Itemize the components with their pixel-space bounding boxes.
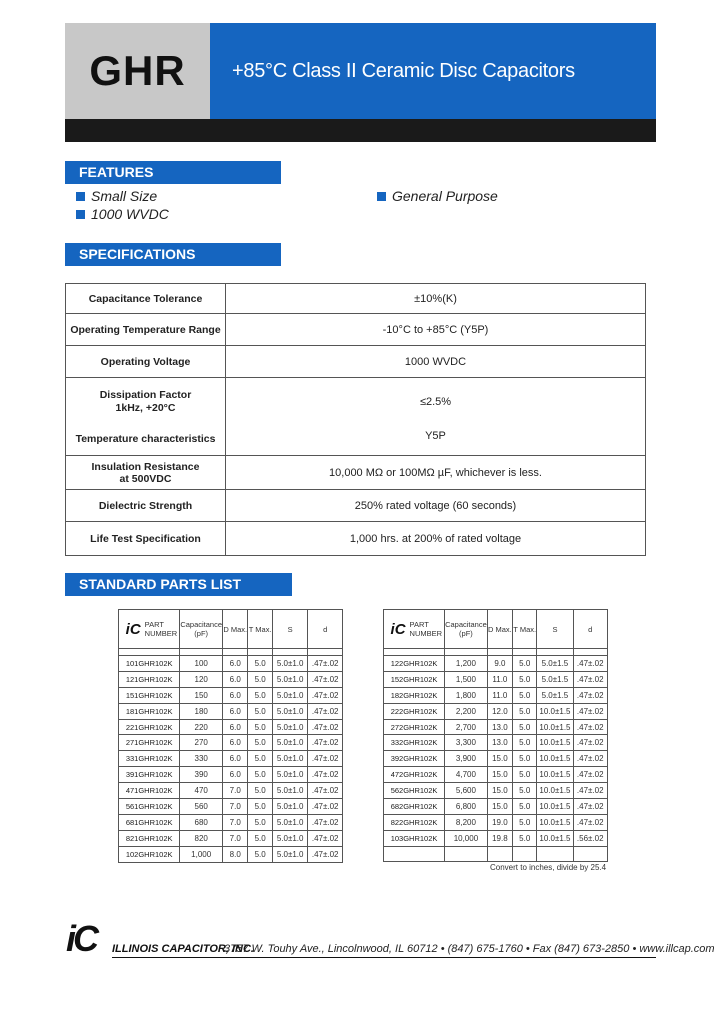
spec-label-group bbox=[66, 378, 226, 456]
table-cell: .47±.02 bbox=[573, 783, 608, 799]
table-cell: 5.0±1.0 bbox=[272, 735, 307, 751]
header-separator bbox=[119, 649, 343, 656]
table-cell: 7.0 bbox=[223, 814, 248, 830]
table-cell: 3,900 bbox=[445, 751, 488, 767]
col-part-number: iC PART NUMBER bbox=[384, 610, 445, 649]
table-cell: 820 bbox=[180, 830, 223, 846]
table-cell: 822GHR102K bbox=[384, 814, 445, 830]
footer-rule bbox=[112, 957, 656, 958]
table-cell: 221GHR102K bbox=[119, 719, 180, 735]
table-row bbox=[119, 735, 343, 751]
parts-table-left bbox=[118, 609, 343, 863]
table-cell: 222GHR102K bbox=[384, 703, 445, 719]
table-cell: 390 bbox=[180, 767, 223, 783]
table-cell: .47±.02 bbox=[308, 751, 343, 767]
table-cell: 10.0±1.5 bbox=[537, 814, 573, 830]
table-cell: 5.0 bbox=[513, 814, 537, 830]
table-cell: 220 bbox=[180, 719, 223, 735]
table-cell: 5.0 bbox=[513, 830, 537, 846]
specifications-heading: SPECIFICATIONS bbox=[65, 243, 281, 266]
table-row bbox=[384, 703, 608, 719]
table-cell: 270 bbox=[180, 735, 223, 751]
table-cell: 5.0 bbox=[248, 814, 273, 830]
table-cell: 1,000 bbox=[180, 846, 223, 862]
spec-row bbox=[66, 346, 646, 378]
spec-value: -10°C to +85°C (Y5P) bbox=[226, 314, 646, 346]
header-separator bbox=[384, 649, 608, 656]
spec-label: Insulation Resistance at 500VDC bbox=[66, 456, 226, 490]
spec-value: ±10%(K) bbox=[226, 284, 646, 314]
table-cell: 10.0±1.5 bbox=[537, 799, 573, 815]
table-row bbox=[384, 799, 608, 815]
page-title: +85°C Class II Ceramic Disc Capacitors bbox=[232, 60, 575, 82]
col-capacitance: Capacitance (pF) bbox=[180, 610, 223, 649]
company-logo-icon: iC bbox=[125, 620, 141, 638]
bullet-icon bbox=[76, 192, 85, 201]
table-cell: 5.0 bbox=[248, 751, 273, 767]
col-t-max: T Max. bbox=[248, 610, 273, 649]
table-row bbox=[384, 783, 608, 799]
table-cell: 5.0±1.0 bbox=[272, 814, 307, 830]
table-row bbox=[384, 719, 608, 735]
parts-header-row bbox=[119, 610, 343, 649]
table-cell: 5.0±1.5 bbox=[537, 671, 573, 687]
spec-label: Life Test Specification bbox=[66, 522, 226, 556]
table-cell: 10.0±1.5 bbox=[537, 719, 573, 735]
table-cell: 330 bbox=[180, 751, 223, 767]
table-cell: 392GHR102K bbox=[384, 751, 445, 767]
table-cell: .47±.02 bbox=[308, 767, 343, 783]
spec-value: 250% rated voltage (60 seconds) bbox=[226, 490, 646, 522]
table-cell: 5.0±1.0 bbox=[272, 751, 307, 767]
table-cell: 15.0 bbox=[487, 767, 512, 783]
table-cell: 680 bbox=[180, 814, 223, 830]
table-cell: 6.0 bbox=[223, 687, 248, 703]
parts-body-left bbox=[119, 656, 343, 863]
table-row bbox=[119, 830, 343, 846]
table-cell: 682GHR102K bbox=[384, 799, 445, 815]
table-cell: 15.0 bbox=[487, 751, 512, 767]
spec-value: ≤2.5% bbox=[419, 395, 452, 408]
table-cell: .47±.02 bbox=[308, 687, 343, 703]
table-cell: .47±.02 bbox=[308, 814, 343, 830]
table-row bbox=[119, 751, 343, 767]
table-cell: 3,300 bbox=[445, 735, 488, 751]
table-cell: 10.0±1.5 bbox=[537, 751, 573, 767]
table-cell: .47±.02 bbox=[308, 783, 343, 799]
table-cell: .47±.02 bbox=[573, 767, 608, 783]
spec-row bbox=[66, 378, 646, 456]
spec-label: Dissipation Factor 1kHz, +20°C bbox=[99, 388, 192, 414]
table-cell: 5.0 bbox=[248, 656, 273, 672]
table-cell: 471GHR102K bbox=[119, 783, 180, 799]
table-cell: 5,600 bbox=[445, 783, 488, 799]
table-row bbox=[119, 656, 343, 672]
spec-value: 1,000 hrs. at 200% of rated voltage bbox=[226, 522, 646, 556]
specifications-table bbox=[65, 283, 646, 556]
table-cell: 332GHR102K bbox=[384, 735, 445, 751]
table-row bbox=[119, 767, 343, 783]
col-s: S bbox=[272, 610, 307, 649]
table-cell: 560 bbox=[180, 799, 223, 815]
spec-label: Capacitance Tolerance bbox=[66, 284, 226, 314]
col-d-max: D Max. bbox=[487, 610, 512, 649]
table-cell: 5.0±1.0 bbox=[272, 846, 307, 862]
table-cell: 182GHR102K bbox=[384, 687, 445, 703]
table-cell: 6.0 bbox=[223, 767, 248, 783]
series-code: GHR bbox=[89, 47, 186, 94]
col-lead-d: d bbox=[573, 610, 608, 649]
table-cell: 5.0 bbox=[513, 687, 537, 703]
feature-item bbox=[76, 188, 157, 204]
table-cell: .47±.02 bbox=[308, 735, 343, 751]
spec-row bbox=[66, 490, 646, 522]
table-cell: 181GHR102K bbox=[119, 703, 180, 719]
table-row-empty bbox=[384, 846, 608, 861]
bullet-icon bbox=[377, 192, 386, 201]
table-cell: 7.0 bbox=[223, 830, 248, 846]
table-cell: 5.0±1.5 bbox=[537, 656, 573, 672]
spec-label: Operating Temperature Range bbox=[66, 314, 226, 346]
spec-row bbox=[66, 522, 646, 556]
conversion-note: Convert to inches, divide by 25.4 bbox=[490, 863, 607, 872]
table-cell: 5.0 bbox=[513, 767, 537, 783]
table-cell: 562GHR102K bbox=[384, 783, 445, 799]
table-cell: 5.0±1.0 bbox=[272, 671, 307, 687]
table-row bbox=[119, 799, 343, 815]
table-cell: 5.0±1.0 bbox=[272, 703, 307, 719]
feature-item bbox=[377, 188, 498, 204]
feature-item bbox=[76, 206, 169, 222]
table-row bbox=[384, 735, 608, 751]
col-capacitance: Capacitance (pF) bbox=[445, 610, 488, 649]
table-cell: 5.0±1.5 bbox=[537, 687, 573, 703]
table-cell: 6.0 bbox=[223, 671, 248, 687]
table-cell: 101GHR102K bbox=[119, 656, 180, 672]
table-row bbox=[384, 751, 608, 767]
table-cell: 5.0 bbox=[513, 719, 537, 735]
table-cell: 561GHR102K bbox=[119, 799, 180, 815]
table-cell: 8,200 bbox=[445, 814, 488, 830]
table-row bbox=[119, 814, 343, 830]
table-cell: 19.8 bbox=[487, 830, 512, 846]
table-cell: 15.0 bbox=[487, 783, 512, 799]
spec-label: Dielectric Strength bbox=[66, 490, 226, 522]
table-row bbox=[119, 846, 343, 862]
table-cell: 271GHR102K bbox=[119, 735, 180, 751]
company-logo-icon: iC bbox=[390, 620, 406, 638]
table-cell: .47±.02 bbox=[573, 687, 608, 703]
bullet-icon bbox=[76, 210, 85, 219]
parts-body-right bbox=[384, 656, 608, 862]
table-cell: 5.0 bbox=[513, 783, 537, 799]
table-cell: 5.0 bbox=[248, 703, 273, 719]
table-row bbox=[119, 687, 343, 703]
table-cell: 2,700 bbox=[445, 719, 488, 735]
table-cell: 150 bbox=[180, 687, 223, 703]
table-cell: 1,800 bbox=[445, 687, 488, 703]
table-cell: 5.0±1.0 bbox=[272, 719, 307, 735]
table-cell: 5.0 bbox=[513, 751, 537, 767]
table-cell: 5.0 bbox=[248, 687, 273, 703]
table-cell: 5.0 bbox=[248, 735, 273, 751]
table-cell: 5.0 bbox=[513, 703, 537, 719]
table-row bbox=[384, 671, 608, 687]
table-cell: 5.0 bbox=[248, 846, 273, 862]
table-cell: 19.0 bbox=[487, 814, 512, 830]
parts-heading: STANDARD PARTS LIST bbox=[65, 573, 292, 596]
table-cell: .47±.02 bbox=[573, 703, 608, 719]
table-row bbox=[384, 767, 608, 783]
table-cell: 13.0 bbox=[487, 735, 512, 751]
table-cell: .47±.02 bbox=[573, 751, 608, 767]
table-cell: .47±.02 bbox=[308, 671, 343, 687]
table-cell: 6.0 bbox=[223, 751, 248, 767]
table-cell: 6.0 bbox=[223, 656, 248, 672]
table-cell: 11.0 bbox=[487, 687, 512, 703]
header-divider-bar bbox=[65, 119, 656, 142]
table-cell: 121GHR102K bbox=[119, 671, 180, 687]
table-cell: 102GHR102K bbox=[119, 846, 180, 862]
table-cell: 10.0±1.5 bbox=[537, 783, 573, 799]
table-cell: 152GHR102K bbox=[384, 671, 445, 687]
table-cell: .47±.02 bbox=[308, 719, 343, 735]
table-cell: .47±.02 bbox=[573, 799, 608, 815]
table-row bbox=[384, 687, 608, 703]
table-row bbox=[119, 783, 343, 799]
table-row bbox=[119, 671, 343, 687]
company-logo-icon: iC bbox=[66, 918, 96, 959]
table-cell: 2,200 bbox=[445, 703, 488, 719]
table-cell: 7.0 bbox=[223, 799, 248, 815]
table-cell: 5.0±1.0 bbox=[272, 767, 307, 783]
table-cell: 6.0 bbox=[223, 719, 248, 735]
table-cell: 5.0±1.0 bbox=[272, 656, 307, 672]
spec-label: Operating Voltage bbox=[66, 346, 226, 378]
table-cell: 1,500 bbox=[445, 671, 488, 687]
spec-row bbox=[66, 456, 646, 490]
table-cell: 7.0 bbox=[223, 783, 248, 799]
col-part-number: iC PART NUMBER bbox=[119, 610, 180, 649]
col-d-max: D Max. bbox=[223, 610, 248, 649]
table-cell: 100 bbox=[180, 656, 223, 672]
table-cell: 5.0 bbox=[513, 735, 537, 751]
table-cell: 10.0±1.5 bbox=[537, 830, 573, 846]
table-cell: 5.0 bbox=[513, 656, 537, 672]
table-row bbox=[384, 656, 608, 672]
table-cell: 5.0 bbox=[248, 719, 273, 735]
table-cell: 13.0 bbox=[487, 719, 512, 735]
table-cell: 5.0 bbox=[248, 830, 273, 846]
spec-value: 1000 WVDC bbox=[226, 346, 646, 378]
table-cell: 5.0±1.0 bbox=[272, 783, 307, 799]
table-cell: 15.0 bbox=[487, 799, 512, 815]
col-s: S bbox=[537, 610, 573, 649]
table-cell: 6,800 bbox=[445, 799, 488, 815]
table-cell: 10.0±1.5 bbox=[537, 767, 573, 783]
table-cell: .47±.02 bbox=[573, 814, 608, 830]
table-cell: 391GHR102K bbox=[119, 767, 180, 783]
table-cell: 6.0 bbox=[223, 735, 248, 751]
table-cell: 122GHR102K bbox=[384, 656, 445, 672]
company-address: 3757 W. Touhy Ave., Lincolnwood, IL 60712 • (847) 675-1760 • Fax (847) 673-2850 • www.illcap.com bbox=[224, 943, 715, 955]
spec-value-group bbox=[226, 378, 646, 456]
table-cell: 10.0±1.5 bbox=[537, 735, 573, 751]
table-cell: .47±.02 bbox=[573, 656, 608, 672]
table-cell: 12.0 bbox=[487, 703, 512, 719]
table-cell: 5.0±1.0 bbox=[272, 830, 307, 846]
table-cell: 151GHR102K bbox=[119, 687, 180, 703]
col-t-max: T Max. bbox=[513, 610, 537, 649]
table-cell: 5.0 bbox=[248, 799, 273, 815]
table-cell: .47±.02 bbox=[573, 735, 608, 751]
table-row bbox=[119, 703, 343, 719]
table-cell: 5.0 bbox=[248, 767, 273, 783]
feature-text: General Purpose bbox=[392, 188, 498, 204]
table-cell: 5.0 bbox=[248, 783, 273, 799]
table-cell: 10,000 bbox=[445, 830, 488, 846]
table-cell: 5.0±1.0 bbox=[272, 799, 307, 815]
table-cell: 681GHR102K bbox=[119, 814, 180, 830]
table-cell: 331GHR102K bbox=[119, 751, 180, 767]
table-cell: 4,700 bbox=[445, 767, 488, 783]
table-cell: 5.0 bbox=[248, 671, 273, 687]
table-cell: 10.0±1.5 bbox=[537, 703, 573, 719]
company-name: ILLINOIS CAPACITOR, INC. bbox=[112, 943, 254, 955]
table-cell: 11.0 bbox=[487, 671, 512, 687]
table-cell: 1,200 bbox=[445, 656, 488, 672]
table-cell: 5.0 bbox=[513, 799, 537, 815]
table-row bbox=[384, 830, 608, 846]
table-cell: 8.0 bbox=[223, 846, 248, 862]
table-cell: 6.0 bbox=[223, 703, 248, 719]
table-cell: .47±.02 bbox=[573, 719, 608, 735]
feature-text: 1000 WVDC bbox=[91, 206, 169, 222]
table-cell: 103GHR102K bbox=[384, 830, 445, 846]
table-cell: 120 bbox=[180, 671, 223, 687]
table-row bbox=[119, 719, 343, 735]
table-cell: 470 bbox=[180, 783, 223, 799]
spec-row bbox=[66, 314, 646, 346]
table-cell: 5.0 bbox=[513, 671, 537, 687]
table-cell: .47±.02 bbox=[308, 656, 343, 672]
table-cell: .47±.02 bbox=[308, 799, 343, 815]
table-cell: .47±.02 bbox=[573, 671, 608, 687]
table-cell: 821GHR102K bbox=[119, 830, 180, 846]
spec-row bbox=[66, 284, 646, 314]
table-cell: 272GHR102K bbox=[384, 719, 445, 735]
feature-text: Small Size bbox=[91, 188, 158, 204]
col-lead-d: d bbox=[308, 610, 343, 649]
parts-table-right bbox=[383, 609, 608, 862]
spec-label: Temperature characteristics bbox=[75, 432, 216, 445]
table-cell: 5.0±1.0 bbox=[272, 687, 307, 703]
spec-value: 10,000 MΩ or 100MΩ µF, whichever is less. bbox=[226, 456, 646, 490]
table-cell: 180 bbox=[180, 703, 223, 719]
table-row bbox=[384, 814, 608, 830]
table-cell: 472GHR102K bbox=[384, 767, 445, 783]
table-cell: .47±.02 bbox=[308, 830, 343, 846]
table-cell: .56±.02 bbox=[573, 830, 608, 846]
table-cell: .47±.02 bbox=[308, 703, 343, 719]
table-cell: 9.0 bbox=[487, 656, 512, 672]
spec-value: Y5P bbox=[425, 429, 446, 442]
features-heading: FEATURES bbox=[65, 161, 281, 184]
parts-header-row bbox=[384, 610, 608, 649]
table-cell: .47±.02 bbox=[308, 846, 343, 862]
